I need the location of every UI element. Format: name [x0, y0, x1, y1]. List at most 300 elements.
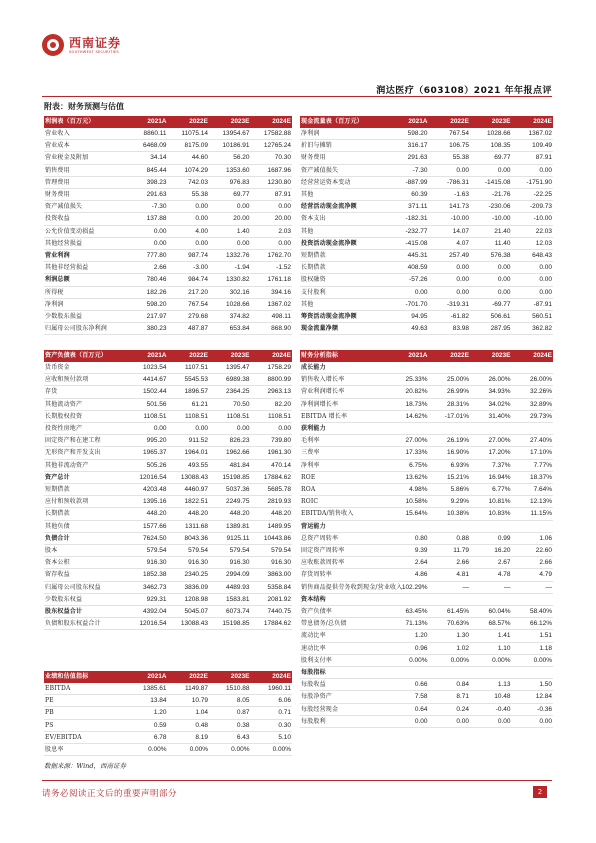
row-value: 25.33% [387, 374, 429, 386]
row-value: 0.00 [209, 237, 251, 249]
row-value: 1761.18 [251, 274, 293, 286]
row-value: 0.38 [209, 719, 251, 731]
row-value: 1.51 [512, 630, 554, 642]
row-value: 1960.11 [251, 683, 293, 695]
table-row [300, 703, 553, 715]
row-value: 1.20 [387, 630, 429, 642]
row-value: 1353.60 [209, 164, 251, 176]
row-value: 0.99 [470, 532, 512, 544]
table-row [300, 667, 553, 679]
row-value: 0.00 [168, 201, 210, 213]
table-row [44, 731, 292, 743]
table-header-label: 现金流量表（百万元） [300, 116, 387, 128]
row-value: 987.74 [168, 250, 210, 262]
row-label: EBITDA/销售收入 [300, 508, 387, 520]
row-value: -10.00 [470, 213, 512, 225]
row-label: 存货 [44, 386, 126, 398]
table-row [300, 435, 553, 447]
row-value: 0.00 [470, 262, 512, 274]
row-value: 0.00 [470, 715, 512, 727]
row-value: 6.43 [209, 731, 251, 743]
table-row [44, 140, 292, 152]
row-value: 34.14 [126, 152, 168, 164]
table-header-row [300, 116, 553, 128]
row-value: 0.00 [168, 213, 210, 225]
row-value: -7.30 [387, 164, 429, 176]
row-value: -57.26 [387, 274, 429, 286]
table-row [44, 410, 292, 422]
row-value [387, 520, 429, 532]
row-value: -209.73 [512, 201, 554, 213]
table-row [44, 176, 292, 188]
row-value: 28.31% [429, 398, 471, 410]
table-row [44, 164, 292, 176]
row-value [470, 667, 512, 679]
row-label: 每股经营现金 [300, 703, 387, 715]
row-value: -1.94 [209, 262, 251, 274]
row-value [429, 520, 471, 532]
row-value: 487.87 [168, 323, 210, 335]
table-row [300, 237, 553, 249]
table-header-year: 2022E [168, 350, 210, 362]
row-value: -230.06 [470, 201, 512, 213]
table-header-year: 2023E [209, 671, 251, 683]
row-label: 负债和股东权益合计 [44, 618, 126, 630]
row-value: 1.18 [512, 642, 554, 654]
row-value: 0.71 [251, 707, 293, 719]
row-value: 1330.82 [209, 274, 251, 286]
row-label: 经营营运资本变动 [300, 176, 387, 188]
row-value: 44.60 [168, 152, 210, 164]
row-value: 20.00 [209, 213, 251, 225]
row-value: — [429, 581, 471, 593]
row-value: 0.00 [512, 274, 554, 286]
row-value: 9125.11 [209, 532, 251, 544]
row-value: 1107.51 [168, 362, 210, 374]
row-value: — [470, 581, 512, 593]
row-value: 17582.88 [251, 128, 293, 140]
table-header-row [44, 350, 292, 362]
row-value: 27.00% [470, 435, 512, 447]
row-value: 1965.37 [126, 447, 168, 459]
row-label: 资本公积 [44, 557, 126, 569]
row-value [387, 667, 429, 679]
row-label: 长期股权投资 [44, 410, 126, 422]
row-label: EV/EBITDA [44, 731, 126, 743]
table-row [300, 581, 553, 593]
row-value: 560.51 [512, 311, 554, 323]
row-value: 1395.16 [126, 496, 168, 508]
table-header-row [44, 116, 292, 128]
row-value: 279.68 [168, 311, 210, 323]
row-value: 8175.09 [168, 140, 210, 152]
row-value: 1852.38 [126, 569, 168, 581]
row-value: 481.84 [209, 459, 251, 471]
row-value: 12.84 [512, 691, 554, 703]
row-value [470, 520, 512, 532]
row-value: 0.00 [512, 164, 554, 176]
row-value: -3.00 [168, 262, 210, 274]
row-value: 10.81% [470, 496, 512, 508]
row-value: 0.00 [512, 715, 554, 727]
table-header-year: 2024E [251, 350, 293, 362]
row-label: 营业税金及附加 [44, 152, 126, 164]
table-row [44, 484, 292, 496]
row-value: 108.35 [470, 140, 512, 152]
row-value: 0.48 [168, 719, 210, 731]
row-value: 15198.85 [209, 618, 251, 630]
row-value: 2364.25 [209, 386, 251, 398]
row-value: 31.40% [470, 410, 512, 422]
table-row [300, 545, 553, 557]
footer-divider [42, 780, 552, 781]
row-value: 0.00 [512, 262, 554, 274]
row-label: 现金流量净额 [300, 323, 387, 335]
row-label: 归属母公司股东净利润 [44, 323, 126, 335]
row-value: -0.40 [470, 703, 512, 715]
row-label: 其他负债 [44, 520, 126, 532]
table-row [300, 630, 553, 642]
row-value: 1510.88 [209, 683, 251, 695]
row-value: 598.20 [126, 298, 168, 310]
table-row [44, 362, 292, 374]
table-header-year: 2023E [209, 116, 251, 128]
row-label: 股本 [44, 545, 126, 557]
row-value: 0.00 [429, 262, 471, 274]
row-label: 应收账款周转率 [300, 557, 387, 569]
row-value [470, 423, 512, 435]
row-value: 13088.43 [168, 618, 210, 630]
row-value: 5037.36 [209, 484, 251, 496]
row-value: 7.58 [387, 691, 429, 703]
row-value: 14.62% [387, 410, 429, 422]
row-label: 净利润 [44, 298, 126, 310]
row-value: 0.00% [429, 654, 471, 666]
row-value: 0.30 [251, 719, 293, 731]
row-label: 毛利率 [300, 435, 387, 447]
row-value: 0.00% [387, 654, 429, 666]
row-value: 60.04% [470, 606, 512, 618]
row-label: 资本结构 [300, 593, 387, 605]
row-value: 14.07 [429, 225, 471, 237]
income-statement-table [44, 116, 292, 335]
table-header-label: 利润表（百万元） [44, 116, 126, 128]
table-header-label: 财务分析指标 [300, 350, 387, 362]
table-row [300, 323, 553, 335]
row-value [470, 362, 512, 374]
table-row [300, 642, 553, 654]
table-row [300, 374, 553, 386]
table-header-year: 2024E [251, 116, 293, 128]
row-value: 11.79 [429, 545, 471, 557]
row-value: 291.63 [126, 189, 168, 201]
row-value: 0.00 [387, 286, 429, 298]
row-label: 资产负债率 [300, 606, 387, 618]
row-value: 1367.02 [512, 128, 554, 140]
table-row [44, 323, 292, 335]
row-value: 5685.78 [251, 484, 293, 496]
row-value: 0.87 [209, 707, 251, 719]
table-row [44, 695, 292, 707]
row-value: -1.63 [429, 189, 471, 201]
row-value: 0.00 [429, 164, 471, 176]
table-row [44, 128, 292, 140]
row-value: 1395.47 [209, 362, 251, 374]
row-value: 1.04 [168, 707, 210, 719]
row-value: 82.20 [251, 398, 293, 410]
row-value: 3462.73 [126, 581, 168, 593]
logo-emblem-icon [42, 34, 64, 56]
row-value: -69.77 [470, 298, 512, 310]
row-value: -22.25 [512, 189, 554, 201]
row-value: 22.60 [512, 545, 554, 557]
row-value: 1961.30 [251, 447, 293, 459]
row-label: 投资活动现金流净额 [300, 237, 387, 249]
table-header-year: 2023E [470, 350, 512, 362]
row-value: 32.26% [512, 386, 554, 398]
row-label: 其他经营损益 [44, 237, 126, 249]
row-value: -232.77 [387, 225, 429, 237]
row-value: 55.38 [168, 189, 210, 201]
row-value: 0.80 [387, 532, 429, 544]
row-value: 87.91 [251, 189, 293, 201]
row-value: 4203.48 [126, 484, 168, 496]
row-label: 股东权益合计 [44, 606, 126, 618]
row-value: 579.54 [251, 545, 293, 557]
table-row [300, 274, 553, 286]
row-label: 营业利润增长率 [300, 386, 387, 398]
row-value: 8.19 [168, 731, 210, 743]
row-value: 20.00 [251, 213, 293, 225]
row-label: 每股净资产 [300, 691, 387, 703]
row-value: 0.00 [126, 225, 168, 237]
table-header-year: 2023E [209, 350, 251, 362]
row-value: 371.11 [387, 201, 429, 213]
row-label: PE [44, 695, 126, 707]
row-value: 8.71 [429, 691, 471, 703]
table-row [44, 213, 292, 225]
row-value: 0.66 [387, 679, 429, 691]
row-value: 653.84 [209, 323, 251, 335]
row-value: 448.20 [251, 508, 293, 520]
table-row [44, 423, 292, 435]
row-value: 0.00 [209, 201, 251, 213]
row-value: 302.16 [209, 286, 251, 298]
row-value: 0.00 [470, 164, 512, 176]
row-value: 27.40% [512, 435, 554, 447]
row-value: 13.84 [126, 695, 168, 707]
row-value: 13954.67 [209, 128, 251, 140]
row-value: 506.61 [470, 311, 512, 323]
row-value: 1.20 [126, 707, 168, 719]
row-value: 7624.50 [126, 532, 168, 544]
row-value: 7.77% [512, 459, 554, 471]
row-value: 66.12% [512, 618, 554, 630]
row-label: 应收和预付款项 [44, 374, 126, 386]
row-value: 69.77 [209, 189, 251, 201]
row-value: 60.39 [387, 189, 429, 201]
row-value: -61.82 [429, 311, 471, 323]
financial-ratios-table [300, 350, 553, 728]
table-row [300, 569, 553, 581]
table-row [44, 683, 292, 695]
table-row [300, 311, 553, 323]
row-value: 58.40% [512, 606, 554, 618]
row-value: 1962.66 [209, 447, 251, 459]
row-value: 579.54 [168, 545, 210, 557]
row-value: -10.00 [512, 213, 554, 225]
row-value: 16.20 [470, 545, 512, 557]
row-label: 投资性房地产 [44, 423, 126, 435]
row-value: 398.23 [126, 176, 168, 188]
row-value: 5545.53 [168, 374, 210, 386]
row-value: 739.80 [251, 435, 293, 447]
table-row [300, 459, 553, 471]
table-header-year: 2022E [168, 671, 210, 683]
row-label: 留存收益 [44, 569, 126, 581]
row-value: 8.05 [209, 695, 251, 707]
row-value: 916.30 [168, 557, 210, 569]
row-value: 995.20 [126, 435, 168, 447]
table-header-label: 资产负债表（百万元） [44, 350, 126, 362]
row-value: 2.67 [470, 557, 512, 569]
table-row [300, 201, 553, 213]
row-value: 448.20 [126, 508, 168, 520]
row-value: 56.20 [209, 152, 251, 164]
table-header-row [300, 350, 553, 362]
row-value: 7.64% [512, 484, 554, 496]
table-row [44, 508, 292, 520]
row-value: 0.00 [209, 423, 251, 435]
row-label: 销售费用 [44, 164, 126, 176]
table-row [300, 286, 553, 298]
row-value: 10186.91 [209, 140, 251, 152]
row-value: 1108.51 [251, 410, 293, 422]
row-value: 868.90 [251, 323, 293, 335]
row-value: 18.37% [512, 471, 554, 483]
row-value: 0.00% [251, 744, 293, 756]
row-value: 3863.00 [251, 569, 293, 581]
table-row [44, 618, 292, 630]
row-value: 445.31 [387, 250, 429, 262]
row-value [429, 423, 471, 435]
row-label: 其他非经营损益 [44, 262, 126, 274]
row-value: 2819.93 [251, 496, 293, 508]
row-label: 少数股东损益 [44, 311, 126, 323]
table-row [300, 508, 553, 520]
row-label: 净利润 [300, 128, 387, 140]
row-value: 579.54 [126, 545, 168, 557]
row-value [387, 362, 429, 374]
table-row [44, 250, 292, 262]
table-row [300, 225, 553, 237]
row-value: 11.40 [470, 237, 512, 249]
table-row [300, 496, 553, 508]
row-value: 929.31 [126, 593, 168, 605]
row-value [512, 520, 554, 532]
row-value: 0.24 [429, 703, 471, 715]
row-value: 1332.76 [209, 250, 251, 262]
row-value: 182.26 [126, 286, 168, 298]
row-value: 380.23 [126, 323, 168, 335]
row-label: PS [44, 719, 126, 731]
table-row [300, 618, 553, 630]
row-value: -1751.90 [512, 176, 554, 188]
table-row [44, 606, 292, 618]
row-value: 1.41 [470, 630, 512, 642]
row-value: 2.66 [126, 262, 168, 274]
row-value: 498.11 [251, 311, 293, 323]
row-value: 70.50 [209, 398, 251, 410]
row-label: 营运能力 [300, 520, 387, 532]
row-value: 6.78 [126, 731, 168, 743]
table-row [44, 719, 292, 731]
row-label: 财务费用 [44, 189, 126, 201]
row-value: 29.73% [512, 410, 554, 422]
row-label: 所得税 [44, 286, 126, 298]
row-value: 1583.81 [209, 593, 251, 605]
row-label: 资本支出 [300, 213, 387, 225]
row-label: 管理费用 [44, 176, 126, 188]
row-value: 0.00 [429, 286, 471, 298]
row-value: 2963.13 [251, 386, 293, 398]
row-value: 501.56 [126, 398, 168, 410]
table-row [300, 715, 553, 727]
row-value: 4.81 [429, 569, 471, 581]
row-label: EBITDA [44, 683, 126, 695]
row-value: 16.94% [470, 471, 512, 483]
row-value: 102.29% [387, 581, 429, 593]
row-label: 每股收益 [300, 679, 387, 691]
table-header-year: 2021A [126, 671, 168, 683]
row-label: EBITDA 增长率 [300, 410, 387, 422]
row-label: 总资产周转率 [300, 532, 387, 544]
row-value: 0.00 [168, 423, 210, 435]
table-row [300, 128, 553, 140]
row-label: 长期借款 [44, 508, 126, 520]
row-value: 374.82 [209, 311, 251, 323]
table-row [300, 447, 553, 459]
row-value: 1762.70 [251, 250, 293, 262]
table-row [300, 654, 553, 666]
row-label: 净利率 [300, 459, 387, 471]
row-value: 26.00% [470, 374, 512, 386]
row-value [429, 362, 471, 374]
row-value: 32.89% [512, 398, 554, 410]
row-value: 8860.11 [126, 128, 168, 140]
row-value: 1502.44 [126, 386, 168, 398]
row-value: 7.37% [470, 459, 512, 471]
row-value: 1.06 [512, 532, 554, 544]
row-label: 其他 [300, 189, 387, 201]
row-label: 货币资金 [44, 362, 126, 374]
row-value: 141.73 [429, 201, 471, 213]
row-value: 13088.43 [168, 471, 210, 483]
row-value: 68.57% [470, 618, 512, 630]
table-row [44, 201, 292, 213]
table-header-row [44, 671, 292, 683]
table-row [300, 298, 553, 310]
row-value: 1.02 [429, 642, 471, 654]
table-row [44, 569, 292, 581]
row-value: 777.80 [126, 250, 168, 262]
row-value: 217.97 [126, 311, 168, 323]
row-value: 34.02% [470, 398, 512, 410]
table-row [44, 386, 292, 398]
row-value: 1023.54 [126, 362, 168, 374]
page-number: 2 [533, 786, 547, 798]
row-value: 4.07 [429, 237, 471, 249]
